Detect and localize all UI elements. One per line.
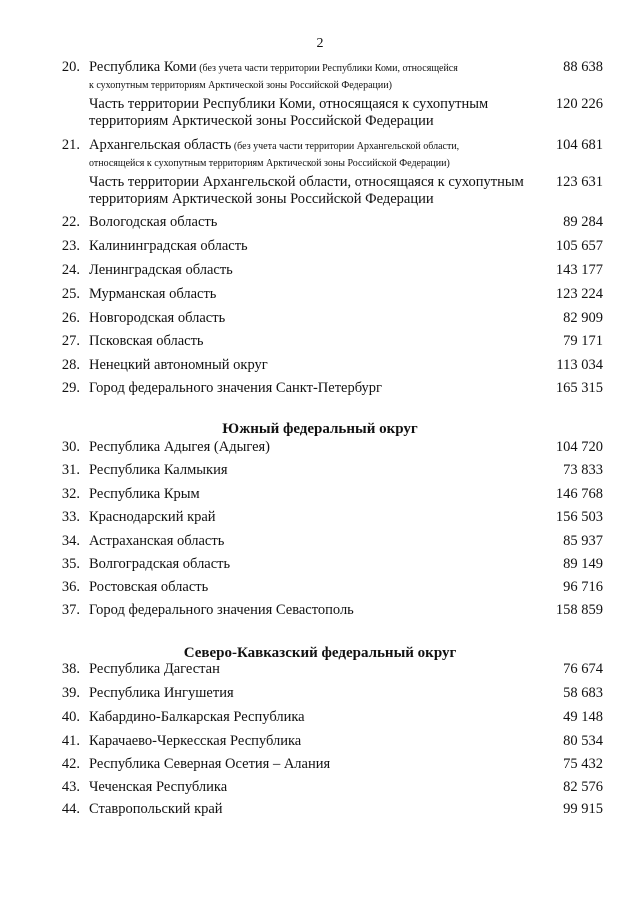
region-name: Республика Северная Осетия – Алания	[89, 756, 331, 772]
region-value: 158 859	[555, 602, 603, 618]
row-number: 30.	[61, 439, 80, 455]
region-title-continued: территориям Арктической зоны Российской Федерации	[89, 113, 434, 129]
row-number: 26.	[61, 310, 80, 326]
row-number: 39.	[61, 685, 80, 701]
row-number: 37.	[61, 602, 80, 618]
region-name: Волгоградская область	[89, 556, 231, 572]
row-number: 23.	[61, 238, 80, 254]
row-number: 32.	[61, 486, 80, 502]
page-number: 2	[316, 36, 324, 51]
region-value: 85 937	[563, 533, 603, 549]
region-name	[89, 137, 554, 171]
region-value: 165 315	[555, 380, 603, 396]
row-number: 22.	[61, 214, 80, 230]
region-name: Чеченская Республика	[89, 779, 228, 795]
region-note: (без учета части территории Республики Коми, относящейся	[196, 63, 458, 74]
region-value: 58 683	[563, 685, 603, 701]
region-title: Республика Коми	[89, 59, 197, 75]
row-number: 27.	[61, 333, 80, 349]
row-number: 42.	[61, 756, 80, 772]
region-name: Республика Ингушетия	[89, 685, 234, 701]
row-number: 44.	[61, 801, 80, 817]
region-name: Псковская область	[89, 333, 204, 349]
region-value: 80 534	[563, 733, 603, 749]
region-name: Город федерального значения Санкт-Петербург	[89, 380, 383, 396]
region-name: Новгородская область	[89, 310, 226, 326]
row-number: 28.	[61, 357, 80, 373]
row-number: 24.	[61, 262, 80, 278]
region-name: Астраханская область	[89, 533, 225, 549]
row-number: 31.	[61, 462, 80, 478]
region-name: Карачаево-Черкесская Республика	[89, 733, 302, 749]
region-value: 104 681	[555, 137, 603, 153]
region-name: Ненецкий автономный округ	[89, 357, 268, 373]
region-name: Вологодская область	[89, 214, 218, 230]
region-value: 76 674	[563, 661, 603, 677]
row-number: 25.	[61, 286, 80, 302]
row-number: 36.	[61, 579, 80, 595]
row-number: 21.	[61, 137, 80, 153]
region-name: Город федерального значения Севастополь	[89, 602, 354, 618]
region-value: 49 148	[563, 709, 603, 725]
row-number: 33.	[61, 509, 80, 525]
region-value: 89 284	[563, 214, 603, 230]
region-value: 143 177	[555, 262, 603, 278]
region-value: 96 716	[563, 579, 603, 595]
region-name: Краснодарский край	[89, 509, 216, 525]
region-value: 99 915	[563, 801, 603, 817]
region-name: Кабардино-Балкарская Республика	[89, 709, 305, 725]
region-title: Часть территории Республики Коми, относящаяся к сухопутным	[89, 96, 489, 112]
region-value: 88 638	[563, 59, 603, 75]
region-value: 73 833	[563, 462, 603, 478]
region-title: Часть территории Архангельской области, относящаяся к сухопутным	[89, 174, 524, 190]
row-number: 38.	[61, 661, 80, 677]
region-name: Ставропольский край	[89, 801, 223, 817]
region-value: 123 224	[555, 286, 603, 302]
region-name: Калининградская область	[89, 238, 248, 254]
region-title: Архангельская область	[89, 137, 232, 153]
row-number: 34.	[61, 533, 80, 549]
region-value: 89 149	[563, 556, 603, 572]
region-value: 82 909	[563, 310, 603, 326]
region-value: 113 034	[556, 357, 603, 373]
row-number: 29.	[61, 380, 80, 396]
region-value: 104 720	[555, 439, 603, 455]
region-note: (без учета части территории Архангельской области,	[231, 141, 460, 152]
region-name: Ленинградская область	[89, 262, 233, 278]
region-note-continued: к сухопутным территориям Арктической зоны Российской Федерации)	[89, 80, 392, 91]
region-name	[89, 96, 554, 130]
row-number: 35.	[61, 556, 80, 572]
region-name	[89, 174, 554, 208]
region-note-continued: относящейся к сухопутным территориям Арктической зоны Российской Федерации)	[89, 158, 450, 169]
region-value: 105 657	[555, 238, 603, 254]
region-value: 120 226	[555, 96, 603, 112]
row-number: 43.	[61, 779, 80, 795]
region-value: 123 631	[555, 174, 603, 190]
region-name: Ростовская область	[89, 579, 209, 595]
region-value: 82 576	[563, 779, 603, 795]
region-value: 79 171	[563, 333, 603, 349]
region-title-continued: территориям Арктической зоны Российской Федерации	[89, 191, 434, 207]
district-heading-north-caucasus: Северо-Кавказский федеральный округ	[183, 645, 457, 661]
row-number: 41.	[61, 733, 80, 749]
region-name: Республика Адыгея (Адыгея)	[89, 439, 271, 455]
region-value: 75 432	[563, 756, 603, 772]
district-heading-south: Южный федеральный округ	[222, 421, 418, 437]
region-name: Республика Дагестан	[89, 661, 220, 677]
region-name: Республика Крым	[89, 486, 200, 502]
region-name: Мурманская область	[89, 286, 217, 302]
row-number: 20.	[61, 59, 80, 75]
region-name: Республика Калмыкия	[89, 462, 228, 478]
region-value: 156 503	[555, 509, 603, 525]
row-number: 40.	[61, 709, 80, 725]
region-value: 146 768	[555, 486, 603, 502]
region-name	[89, 59, 554, 93]
